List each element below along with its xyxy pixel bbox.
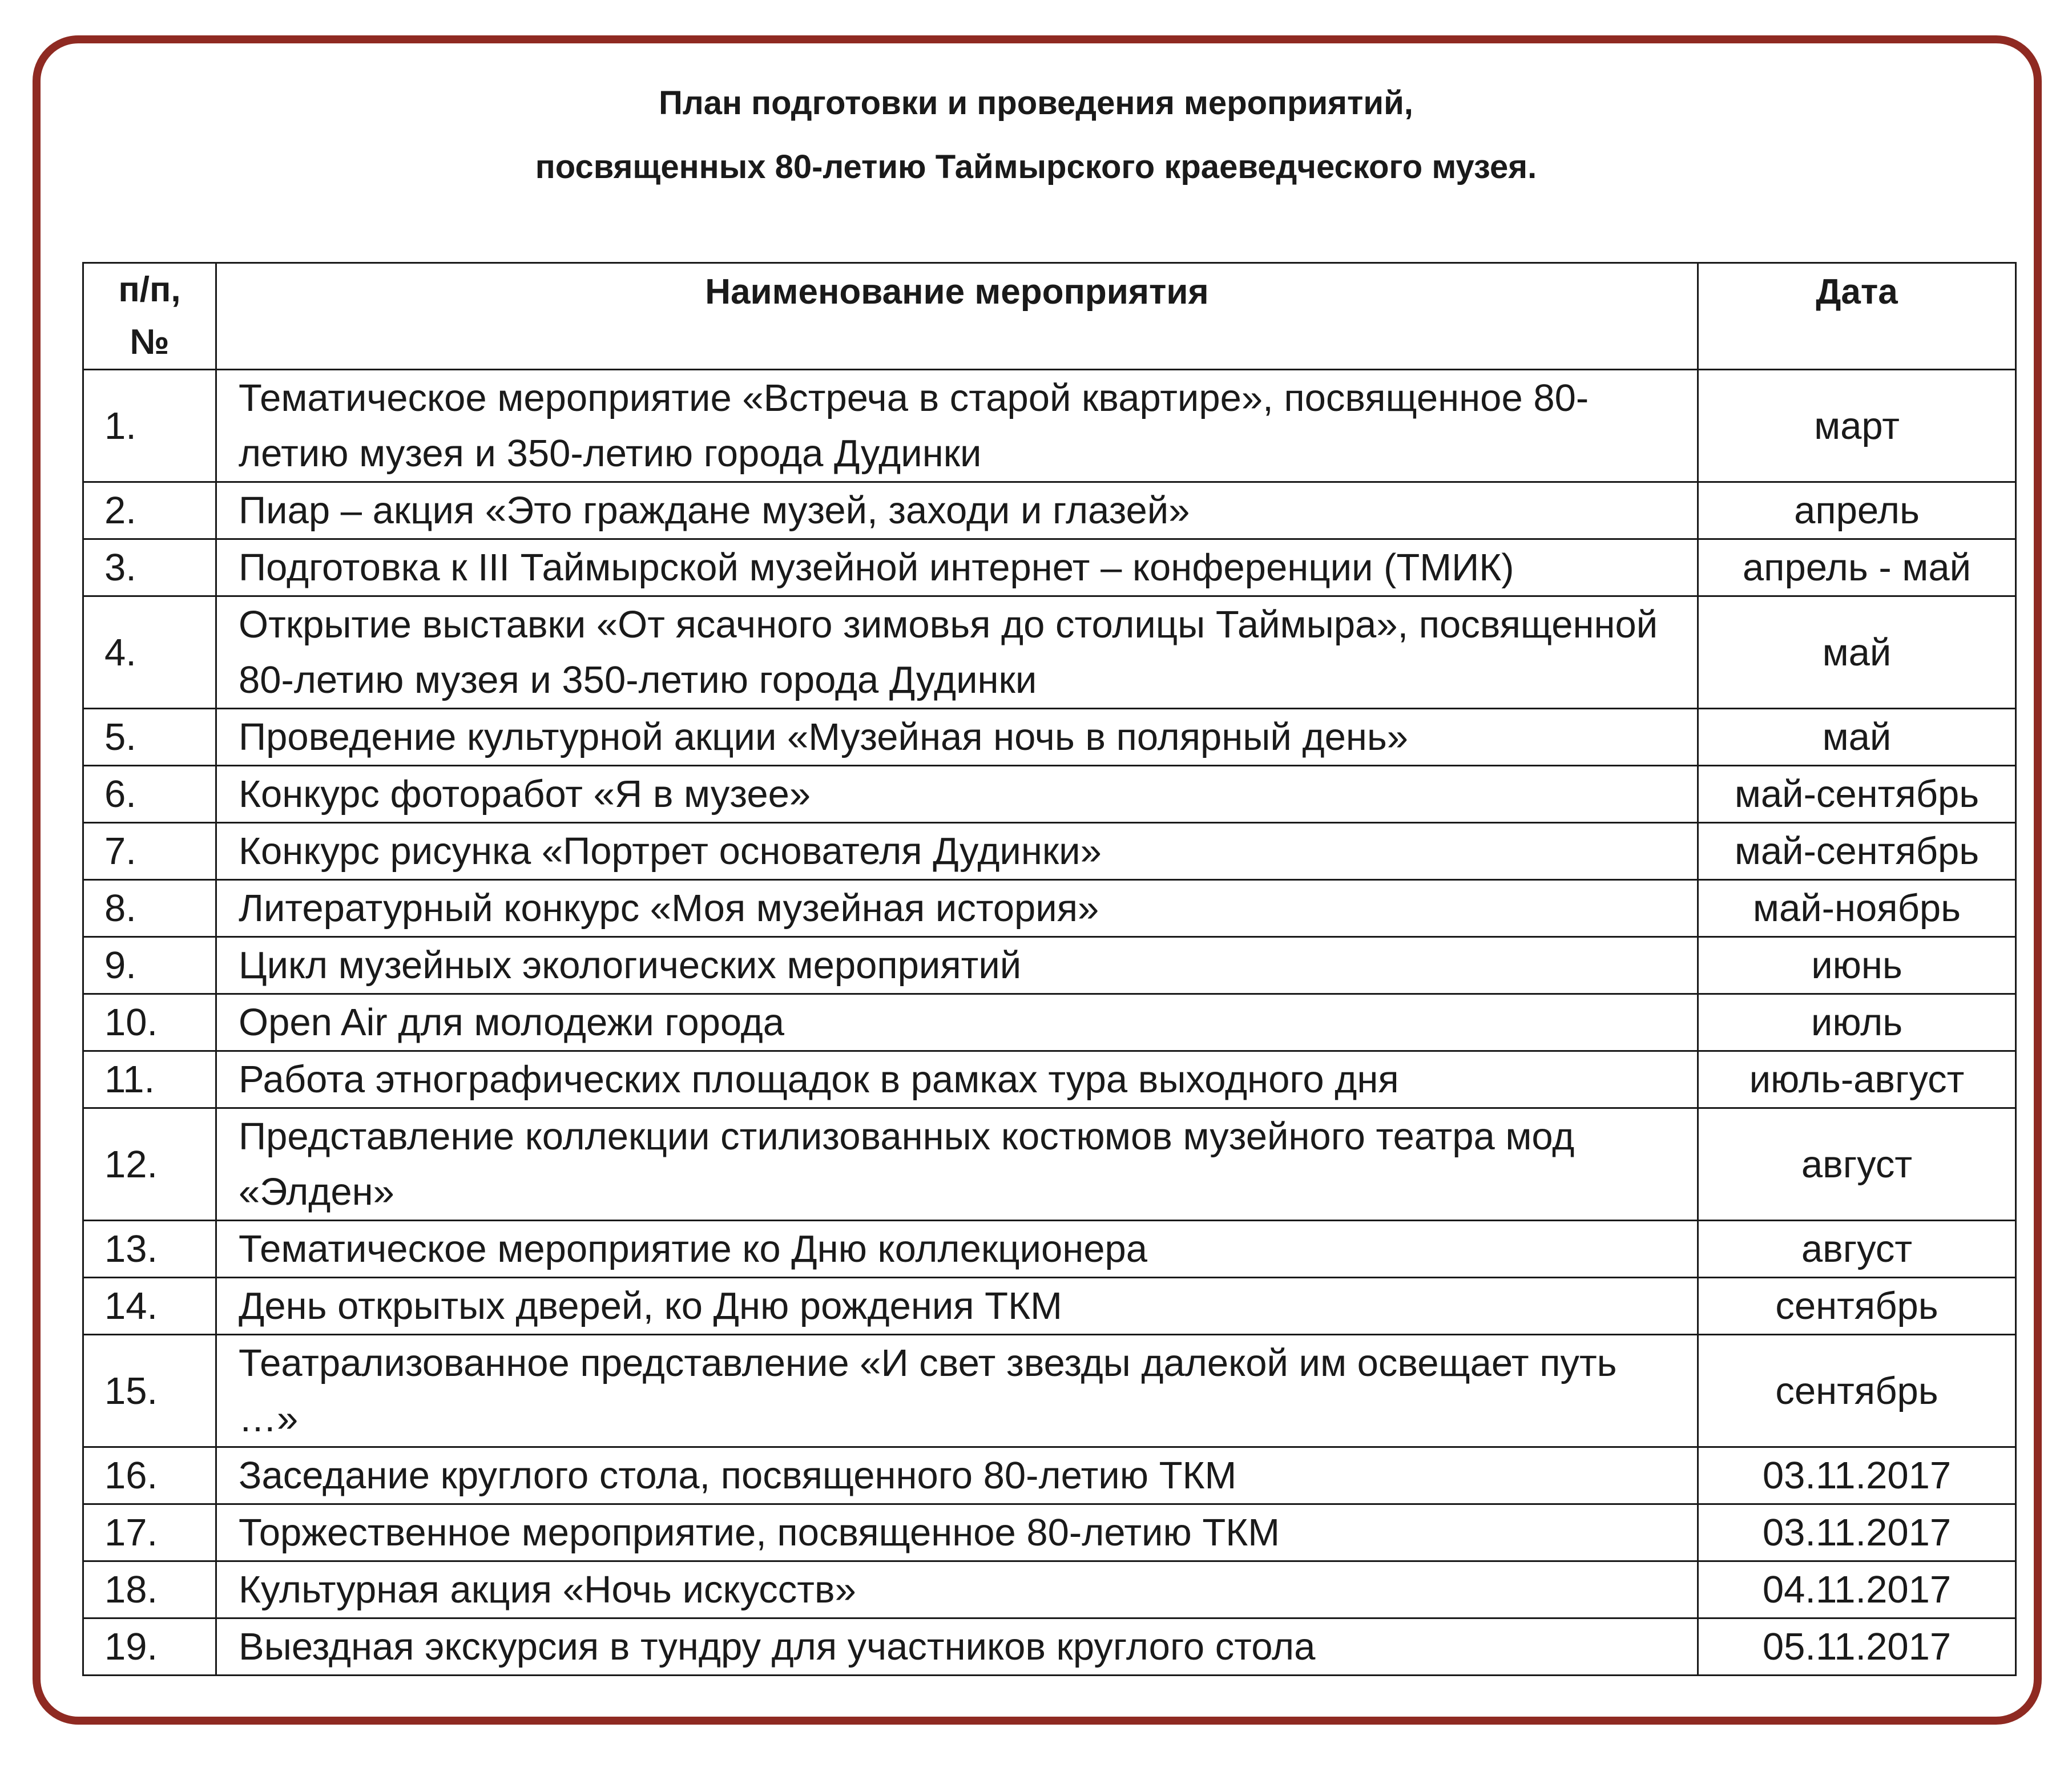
row-date: март xyxy=(1698,370,2016,482)
row-num: 5. xyxy=(83,709,216,766)
title-line-2: посвященных 80-летию Таймырского краеведческого музея. xyxy=(535,148,1537,185)
row-name: Культурная акция «Ночь искусств» xyxy=(216,1561,1698,1618)
row-num: 18. xyxy=(83,1561,216,1618)
header-name: Наименование мероприятия xyxy=(216,263,1698,370)
table-row xyxy=(83,766,2016,823)
row-date: август xyxy=(1698,1108,2016,1221)
row-date: 05.11.2017 xyxy=(1698,1618,2016,1676)
table-row xyxy=(83,1278,2016,1335)
header-num: п/п, № xyxy=(83,263,216,370)
table-row xyxy=(83,1051,2016,1108)
row-num: 1. xyxy=(83,370,216,482)
table-row xyxy=(83,937,2016,994)
row-date: сентябрь xyxy=(1698,1335,2016,1447)
row-name: Работа этнографических площадок в рамках тура выходного дня xyxy=(216,1051,1698,1108)
row-name: Конкурс рисунка «Портрет основателя Дудинки» xyxy=(216,823,1698,880)
row-date: июль-август xyxy=(1698,1051,2016,1108)
row-date: апрель - май xyxy=(1698,539,2016,596)
row-num: 7. xyxy=(83,823,216,880)
row-name: Театрализованное представление «И свет звезды далекой им освещает путь …» xyxy=(216,1335,1698,1447)
row-date: сентябрь xyxy=(1698,1278,2016,1335)
row-num: 19. xyxy=(83,1618,216,1676)
row-date: апрель xyxy=(1698,482,2016,539)
table-row xyxy=(83,1561,2016,1618)
row-name: Выездная экскурсия в тундру для участников круглого стола xyxy=(216,1618,1698,1676)
row-num: 13. xyxy=(83,1221,216,1278)
row-num: 16. xyxy=(83,1447,216,1504)
row-name: Пиар – акция «Это граждане музей, заходи и глазей» xyxy=(216,482,1698,539)
title-line-1: План подготовки и проведения мероприятий, xyxy=(659,84,1413,122)
row-date: август xyxy=(1698,1221,2016,1278)
row-date: май xyxy=(1698,596,2016,709)
table-row xyxy=(83,1504,2016,1561)
table-row xyxy=(83,370,2016,482)
row-name: Open Air для молодежи города xyxy=(216,994,1698,1051)
row-num: 11. xyxy=(83,1051,216,1108)
row-name: День открытых дверей, ко Дню рождения ТКМ xyxy=(216,1278,1698,1335)
row-name: Проведение культурной акции «Музейная ночь в полярный день» xyxy=(216,709,1698,766)
row-date: 03.11.2017 xyxy=(1698,1504,2016,1561)
row-num: 15. xyxy=(83,1335,216,1447)
row-num: 9. xyxy=(83,937,216,994)
table-row xyxy=(83,539,2016,596)
events-plan-table xyxy=(82,262,2017,1676)
table-row xyxy=(83,994,2016,1051)
row-date: 04.11.2017 xyxy=(1698,1561,2016,1618)
row-date: июль xyxy=(1698,994,2016,1051)
table-row xyxy=(83,880,2016,937)
table-row xyxy=(83,1108,2016,1221)
table-row xyxy=(83,1447,2016,1504)
table-row xyxy=(83,823,2016,880)
row-date: май xyxy=(1698,709,2016,766)
table-row xyxy=(83,1335,2016,1447)
table-row xyxy=(83,596,2016,709)
row-name: Тематическое мероприятие «Встреча в старой квартире», посвященное 80-летию музея и 350-летию города Дудинки xyxy=(216,370,1698,482)
row-num: 4. xyxy=(83,596,216,709)
row-num: 3. xyxy=(83,539,216,596)
row-date: июнь xyxy=(1698,937,2016,994)
row-date: 03.11.2017 xyxy=(1698,1447,2016,1504)
row-name: Цикл музейных экологических мероприятий xyxy=(216,937,1698,994)
row-name: Открытие выставки «От ясачного зимовья до столицы Таймыра», посвященной 80-летию музея и 350-летию города Дудинки xyxy=(216,596,1698,709)
header-date: Дата xyxy=(1698,263,2016,370)
row-date: май-сентябрь xyxy=(1698,766,2016,823)
table-row xyxy=(83,482,2016,539)
row-name: Литературный конкурс «Моя музейная история» xyxy=(216,880,1698,937)
row-date: май-сентябрь xyxy=(1698,823,2016,880)
row-name: Торжественное мероприятие, посвященное 80-летию ТКМ xyxy=(216,1504,1698,1561)
table-row xyxy=(83,1221,2016,1278)
table-row xyxy=(83,1618,2016,1676)
table-header-row xyxy=(83,263,2016,370)
row-num: 10. xyxy=(83,994,216,1051)
row-num: 8. xyxy=(83,880,216,937)
row-num: 6. xyxy=(83,766,216,823)
row-name: Представление коллекции стилизованных костюмов музейного театра мод «Элден» xyxy=(216,1108,1698,1221)
row-name: Конкурс фоторабот «Я в музее» xyxy=(216,766,1698,823)
row-num: 12. xyxy=(83,1108,216,1221)
row-name: Заседание круглого стола, посвященного 80-летию ТКМ xyxy=(216,1447,1698,1504)
row-num: 17. xyxy=(83,1504,216,1561)
row-date: май-ноябрь xyxy=(1698,880,2016,937)
document-title xyxy=(0,71,2072,199)
row-num: 2. xyxy=(83,482,216,539)
row-name: Подготовка к III Таймырской музейной интернет – конференции (ТМИК) xyxy=(216,539,1698,596)
table-row xyxy=(83,709,2016,766)
row-num: 14. xyxy=(83,1278,216,1335)
row-name: Тематическое мероприятие ко Дню коллекционера xyxy=(216,1221,1698,1278)
